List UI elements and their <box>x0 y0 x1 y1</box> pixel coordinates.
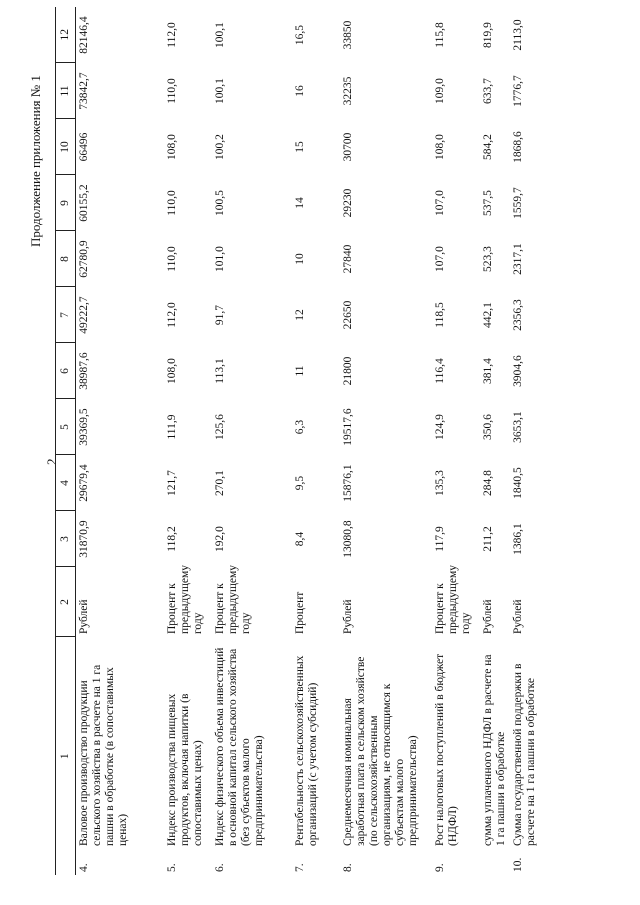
value-cell: 270,1 <box>213 470 226 496</box>
value-cell: 100,1 <box>213 22 226 48</box>
value-cell: 110,0 <box>165 78 178 104</box>
value-cell: 16 <box>293 85 306 97</box>
value-cell: 107,0 <box>433 190 446 216</box>
indicator-cell <box>212 637 292 875</box>
row-number: 7. <box>293 863 306 872</box>
value-cell: 60155,2 <box>78 184 90 222</box>
value-cell: 10 <box>293 253 306 265</box>
value-cell: 29230 <box>341 188 354 218</box>
value-cell: 110,0 <box>165 190 178 216</box>
row-number: 4. <box>78 863 90 872</box>
value-cell: 117,9 <box>433 526 446 552</box>
unit-cell: Рублей <box>78 599 90 634</box>
value-cell: 38987,6 <box>78 352 90 390</box>
header-cell: 12 <box>56 7 76 63</box>
unit-cell: Рублей <box>481 599 494 634</box>
indicator-name: Среднемесячная номинальная заработная плата в сельском хозяйстве (по сельскохозяйственным организациям, не относящимся к субъектам малого предпринимательства) <box>341 656 419 846</box>
value-cell: 118,5 <box>433 302 446 328</box>
header-cell: 3 <box>56 511 76 567</box>
header-cell: 7 <box>56 287 76 343</box>
value-cell: 21800 <box>341 356 354 386</box>
value-cell: 111,9 <box>165 414 178 440</box>
indicator-name: Индекс физического объема инвестиций в основной капитал сельского хозяйства (без субъектов малого предпринимательства) <box>213 647 265 846</box>
header-cell: 5 <box>56 399 76 455</box>
indicator-name: сумма уплаченного НДФЛ в расчете на 1 га пашни в обработке <box>481 654 507 846</box>
value-cell: 112,0 <box>165 22 178 48</box>
header-cell: 10 <box>56 119 76 175</box>
value-cell: 381,4 <box>481 358 494 384</box>
value-cell: 13080,8 <box>341 520 354 558</box>
unit-cell: Процент к предыдущему году <box>433 564 472 634</box>
header-cell: 8 <box>56 231 76 287</box>
indicator-cell <box>340 637 432 875</box>
value-cell: 3904,6 <box>511 355 524 387</box>
indicator-cell <box>432 637 480 875</box>
row-number: 6. <box>213 863 226 872</box>
value-cell: 15 <box>293 141 306 153</box>
value-cell: 112,0 <box>165 302 178 328</box>
table-row <box>510 7 560 875</box>
value-cell: 100,2 <box>213 134 226 160</box>
value-cell: 91,7 <box>213 304 226 326</box>
value-cell: 113,1 <box>213 358 226 384</box>
value-cell: 284,8 <box>481 470 494 496</box>
unit-cell: Процент к предыдущему году <box>213 564 252 634</box>
value-cell: 819,9 <box>481 22 494 48</box>
table-row <box>480 7 510 875</box>
table-row <box>432 7 480 875</box>
value-cell: 2317,1 <box>511 243 524 275</box>
value-cell: 1840,5 <box>511 467 524 499</box>
value-cell: 2356,3 <box>511 299 524 331</box>
value-cell: 11 <box>293 365 306 377</box>
indicator-name: Рентабельность сельскохозяйственных организаций (с учетом субсидий) <box>293 655 319 846</box>
value-cell: 66496 <box>78 132 90 162</box>
value-cell: 29679,4 <box>78 464 90 502</box>
indicator-cell <box>292 637 340 875</box>
value-cell: 73842,7 <box>78 72 90 110</box>
table-row <box>76 7 164 875</box>
value-cell: 31870,9 <box>78 520 90 558</box>
value-cell: 584,2 <box>481 134 494 160</box>
value-cell: 135,3 <box>433 470 446 496</box>
value-cell: 116,4 <box>433 358 446 384</box>
value-cell: 108,0 <box>165 358 178 384</box>
value-cell: 523,3 <box>481 246 494 272</box>
value-cell: 121,7 <box>165 470 178 496</box>
value-cell: 22650 <box>341 300 354 330</box>
continuation-note: Продолжение приложения № 1 <box>28 75 43 247</box>
value-cell: 1776,7 <box>511 75 524 107</box>
unit-cell: Процент к предыдущему году <box>165 564 204 634</box>
indicator-name: Индекс производства пищевых продуктов, включая напитки (в сопоставимых ценах) <box>165 693 204 846</box>
header-cell: 6 <box>56 343 76 399</box>
value-cell: 192,0 <box>213 526 226 552</box>
value-cell: 39369,5 <box>78 408 90 446</box>
row-number: 9. <box>433 863 446 872</box>
indicator-name: Рост налоговых поступлений в бюджет (НДФЛ) <box>433 653 459 846</box>
value-cell: 27840 <box>341 244 354 274</box>
indicator-cell <box>480 637 510 875</box>
value-cell: 33850 <box>341 20 354 50</box>
indicator-cell <box>510 637 560 875</box>
value-cell: 442,1 <box>481 302 494 328</box>
value-cell: 12 <box>293 309 306 321</box>
table-row <box>292 7 340 875</box>
unit-cell: Рублей <box>341 599 354 634</box>
value-cell: 32235 <box>341 76 354 106</box>
value-cell: 6,3 <box>293 419 306 435</box>
header-cell: 4 <box>56 455 76 511</box>
unit-cell: Рублей <box>511 599 524 634</box>
table-row <box>340 7 432 875</box>
value-cell: 350,6 <box>481 414 494 440</box>
value-cell: 100,1 <box>213 78 226 104</box>
table-row <box>164 7 212 875</box>
header-cell: 2 <box>56 567 76 637</box>
value-cell: 125,6 <box>213 414 226 440</box>
value-cell: 537,5 <box>481 190 494 216</box>
value-cell: 8,4 <box>293 531 306 547</box>
page-number: 2 <box>44 458 59 465</box>
value-cell: 1386,1 <box>511 523 524 555</box>
value-cell: 109,0 <box>433 78 446 104</box>
row-number: 8. <box>341 863 354 872</box>
value-cell: 108,0 <box>165 134 178 160</box>
header-cell: 11 <box>56 63 76 119</box>
value-cell: 9,5 <box>293 475 306 491</box>
value-cell: 15876,1 <box>341 464 354 502</box>
value-cell: 82146,4 <box>78 16 90 54</box>
table-row <box>212 7 292 875</box>
value-cell: 16,5 <box>293 24 306 46</box>
value-cell: 14 <box>293 197 306 209</box>
value-cell: 115,8 <box>433 22 446 48</box>
value-cell: 3653,1 <box>511 411 524 443</box>
value-cell: 100,5 <box>213 190 226 216</box>
value-cell: 211,2 <box>481 526 494 552</box>
indicator-name: Сумма государственной поддержки в расчете на 1 га пашни в обработке <box>511 663 537 846</box>
value-cell: 30700 <box>341 132 354 162</box>
value-cell: 62780,9 <box>78 240 90 278</box>
value-cell: 1559,7 <box>511 187 524 219</box>
header-cell: 9 <box>56 175 76 231</box>
value-cell: 2113,0 <box>511 19 524 51</box>
row-number: 5. <box>165 863 178 872</box>
value-cell: 107,0 <box>433 246 446 272</box>
value-cell: 1868,6 <box>511 131 524 163</box>
row-number: 10. <box>511 857 524 872</box>
value-cell: 19517,6 <box>341 408 354 446</box>
indicator-cell <box>76 637 164 875</box>
indicators-table <box>55 7 560 875</box>
value-cell: 108,0 <box>433 134 446 160</box>
unit-cell: Процент <box>293 591 306 634</box>
value-cell: 118,2 <box>165 526 178 552</box>
value-cell: 124,9 <box>433 414 446 440</box>
table-header-row <box>56 7 76 875</box>
indicator-name: Валовое производство продукции сельского хозяйства в расчете на 1 га пашни в обработке (в сопоставимых ценах) <box>78 664 129 846</box>
indicator-cell <box>164 637 212 875</box>
value-cell: 49222,7 <box>78 296 90 334</box>
header-cell: 1 <box>56 637 76 875</box>
value-cell: 633,7 <box>481 78 494 104</box>
value-cell: 101,0 <box>213 246 226 272</box>
value-cell: 110,0 <box>165 246 178 272</box>
